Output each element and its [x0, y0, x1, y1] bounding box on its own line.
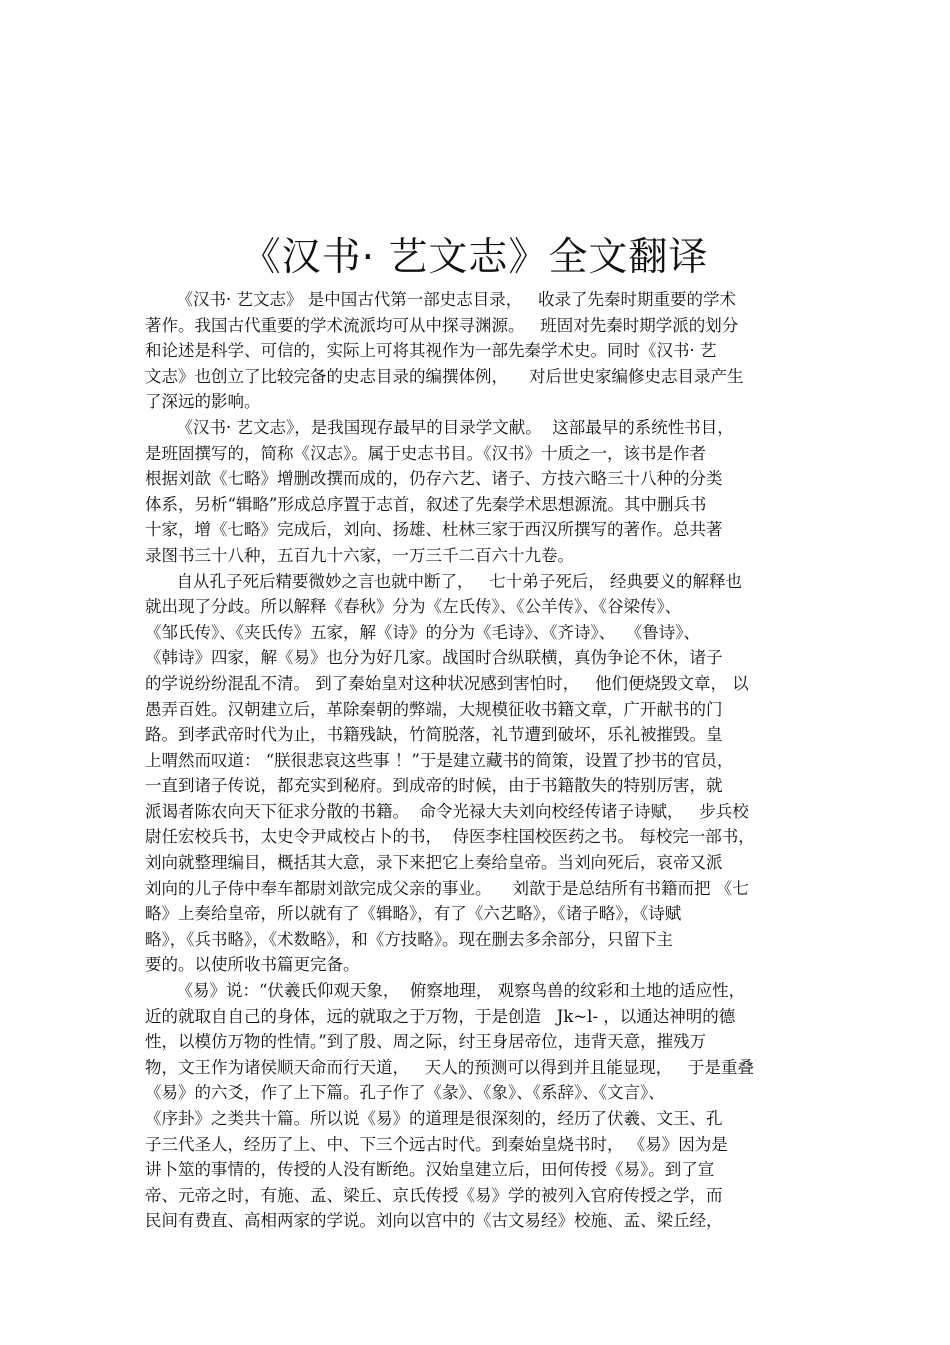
text-line: 刘向的儿子侍中奉车都尉刘歆完成父亲的事业。 刘歆于是总结所有书籍而把 《七	[145, 878, 749, 898]
text-line: 一直到诸子传说，都充实到秘府。到成帝的时候，由于书籍散失的特别厉害，就	[145, 776, 723, 796]
text-line: 和论述是科学、可信的，实际上可将其视作为一部先秦学术史。同时《汉书· 艺	[145, 341, 717, 361]
text-line: 体系，另析“辑略”形成总序置于志首，叙述了先秦学术思想源流。其中删兵书	[145, 494, 707, 514]
text-line: 《易》说：“伏羲氏仰观天象， 俯察地理， 观察鸟兽的纹彩和土地的适应性，	[145, 981, 746, 1001]
text-line: 近的就取自自己的身体，远的就取之于万物，于是创造 Jk~l- ，以通达神明的德	[145, 1006, 736, 1026]
text-line: 《韩诗》四家，解《易》也分为好几家。战国时合纵联横，真伪争论不休，诸子	[145, 648, 723, 668]
text-line: 十家，增《七略》完成后，刘向、扬雄、杜林三家于西汉所撰写的著作。总共著	[145, 520, 723, 540]
text-line: 文志》也创立了比较完备的史志目录的编撰体例， 对后世史家编修史志目录产生	[145, 366, 744, 386]
text-line: 根据刘歆《七略》增删改撰而成的，仍存六艺、诸子、方技六略三十八种的分类	[145, 469, 723, 489]
text-line: 刘向就整理编目，概括其大意，录下来把它上奏给皇帝。当刘向死后，哀帝又派	[145, 853, 723, 873]
text-line: 《汉书· 艺文志》，是我国现存最早的目录学文献。 这部最早的系统性书目，	[145, 417, 734, 437]
text-line: 的学说纷纷混乱不清。 到了秦始皇对这种状况感到害怕时， 他们便烧毁文章， 以	[145, 673, 749, 693]
text-line: 略》，《兵书略》，《术数略》，和《方技略》。现在删去多余部分，只留下主	[145, 929, 673, 949]
text-line: 性，以模仿万物的性情。”到了殷、周之际，纣王身居帝位，违背天意，摧残万	[145, 1032, 707, 1052]
text-line: 《汉书· 艺文志》 是中国古代第一部史志目录， 收录了先秦时期重要的学术	[145, 290, 736, 309]
text-line: 了深远的影响。	[145, 392, 261, 412]
text-line: 《序卦》之类共十篇。所以说《易》的道理是很深刻的，经历了伏羲、文王、孔	[145, 1109, 723, 1128]
text-line: 录图书三十八种，五百九十六家，一万三千二百六十九卷。	[145, 545, 574, 565]
text-line: 就出现了分歧。所以解释《春秋》分为《左氏传》、《公羊传》、《谷梁传》、	[145, 597, 682, 617]
text-line: 尉任宏校兵书，太史令尹咸校占卜的书， 侍医李柱国校医药之书。 每校完一部书，	[145, 827, 755, 847]
text-line: 要的。以使所收书篇更完备。	[145, 955, 360, 975]
text-line: 是班固撰写的，简称《汉志》。属于史志书目。《汉书》十质之一，该书是作者	[145, 443, 706, 463]
text-line: 著作。我国古代重要的学术流派均可从中探寻渊源。 班固对先秦时期学派的划分	[145, 315, 739, 335]
text-line: 略》上奏给皇帝，所以就有了《辑略》，有了《六艺略》，《诸子略》，《诗赋	[145, 904, 682, 924]
text-line: 《易》的六爻，作了上下篇。孔子作了《彖》、《象》、《系辞》、《文言》、	[145, 1083, 665, 1103]
text-line: 物，文王作为诸侯顺天命而行天道， 天人的预测可以得到并且能显现， 于是重叠	[145, 1057, 754, 1077]
text-line: 讲卜筮的事情的，传授的人没有断绝。汉始皇建立后，田何传授《易》。到了宣	[145, 1160, 715, 1180]
document-title: 《汉书· 艺文志》全文翻译	[241, 235, 709, 280]
text-line: 路。到孝武帝时代为止，书籍残缺，竹简脱落，礼节遭到破坏，乐礼被摧毁。皇	[145, 725, 723, 745]
text-line: 民间有费直、高相两家的学说。刘向以宫中的《古文易经》校施、孟、梁丘经，	[145, 1211, 723, 1231]
text-line: 派谒者陈农向天下征求分散的书籍。 命令光禄大夫刘向校经传诸子诗赋， 步兵校	[145, 801, 749, 821]
text-line: 《邹氏传》、《夹氏传》五家，解《诗》的分为《毛诗》、《齐诗》、 《鲁诗》、	[145, 622, 700, 642]
text-line: 上喟然而叹道： “朕很悲哀这些事 ！”于是建立藏书的简策，设置了抄书的官员，	[145, 750, 734, 770]
text-line: 帝、元帝之时，有施、孟、梁丘、京氏传授《易》学的被列入官府传授之学，而	[145, 1185, 723, 1205]
text-line: 愚弄百姓。汉朝建立后，革除秦朝的弊端，大规模征收书籍文章，广开献书的门	[145, 699, 723, 719]
document-body	[145, 287, 815, 1234]
text-line: 自从孔子死后精要微妙之言也就中断了， 七十弟子死后， 经典要义的解释也	[145, 571, 742, 591]
text-line: 子三代圣人，经历了上、中、下三个远古时代。到秦始皇烧书时， 《易》因为是	[145, 1134, 728, 1154]
